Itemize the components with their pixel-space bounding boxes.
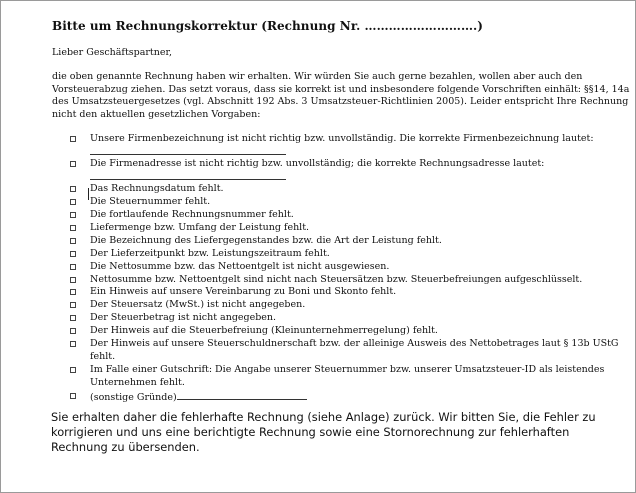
checkbox-icon[interactable] [70,277,76,283]
checklist-item-label: Ein Hinweis auf unsere Vereinbarung zu Boni und Skonto fehlt. [90,286,397,298]
checklist-item-invoice-number [52,209,612,222]
checkbox-icon[interactable] [70,367,76,373]
checklist-item-invoice-date [52,183,612,196]
intro-line: Vorsteuerabzug ziehen. Das setzt voraus, dass sie korrekt ist und insbesondere folgende Vorschriften einhält: §§14, 14a [52,83,630,95]
intro-line: des Umsatzsteuergesetzes (vgl. Abschnitt 192 Abs. 3 Umsatzsteuer-Richtlinien 2005). Leider entspricht Ihre Rechnung [52,96,629,108]
checklist-item-label: Nettosumme bzw. Nettoentgelt sind nicht nach Steuersätzen bzw. Steuerbefreiungen aufgeschlüsselt. [90,273,583,285]
checkbox-icon[interactable] [70,315,76,321]
closing-line: Sie erhalten daher die fehlerhafte Rechnung (siehe Anlage) zurück. Wir bitten Sie, die Fehler zu [51,409,596,424]
checkbox-icon[interactable] [70,264,76,270]
checklist-item-delivery-date [52,248,612,261]
checklist-item-description [52,235,612,248]
checklist-item-label: Der Hinweis auf die Steuerbefreiung (Kleinunternehmerregelung) fehlt. [90,325,438,337]
document-page [51,18,630,455]
fill-in-line[interactable] [90,171,286,180]
checkbox-icon[interactable] [70,251,76,257]
checkbox-icon[interactable] [70,212,76,218]
closing-line: korrigieren und uns eine berichtigte Rechnung sowie eine Stornorechnung zur fehlerhaften [51,424,570,439]
checklist-item-label: Der Steuerbetrag ist nicht angegeben. [90,312,277,324]
checklist-item-quantity [52,222,612,235]
checkbox-icon[interactable] [70,186,76,192]
checklist-item-credit-note [52,364,612,390]
checkbox-icon[interactable] [70,136,76,142]
checkbox-icon[interactable] [70,161,76,167]
checklist-item-label: Das Rechnungsdatum fehlt. [90,183,224,195]
checkbox-icon[interactable] [70,238,76,244]
checklist-item-other-row [90,390,612,405]
text-cursor-icon [88,188,89,200]
checklist-item-label-continued: fehlt. [90,350,116,362]
checklist-item-tax-rate [52,299,612,312]
checkbox-icon[interactable] [70,225,76,231]
closing-line: Rechnung zu übersenden. [51,439,200,454]
checkbox-icon[interactable] [70,302,76,308]
checklist-item-company-address [52,158,612,180]
checklist-item-reverse-charge [52,338,619,364]
checklist-item-label: Die Bezeichnung des Liefergegenstandes bzw. die Art der Leistung fehlt. [90,234,442,246]
checklist-item-label-continued: Unternehmen fehlt. [90,376,185,388]
checklist-item-label: Der Steuersatz (MwSt.) ist nicht angegeben. [90,299,306,311]
closing-paragraph [51,410,612,455]
intro-paragraph [52,71,630,121]
checkbox-icon[interactable] [70,341,76,347]
checklist-item-tax-number [52,196,612,209]
checkbox-icon[interactable] [70,199,76,205]
checkbox-icon[interactable] [70,328,76,334]
checklist-item-company-name [52,133,612,155]
document-title: Bitte um Rechnungskorrektur (Rechnung Nr. ……………………….) [52,19,483,33]
correction-checklist [52,133,619,404]
checklist-item-label: Liefermenge bzw. Umfang der Leistung fehlt. [90,221,310,233]
checklist-item-label: Unsere Firmenbezeichnung ist nicht richtig bzw. unvollständig. Die korrekte Firmenbezeichnung lautet: [90,133,594,145]
fill-in-line[interactable] [177,390,307,400]
checklist-item-tax-amount [52,312,612,325]
checklist-item-net-amount [52,261,612,274]
checklist-item-label: Die fortlaufende Rechnungsnummer fehlt. [90,209,294,220]
checklist-item-label: Die Nettosumme bzw. das Nettoentgelt ist nicht ausgewiesen. [90,260,390,272]
checklist-item-label: Im Falle einer Gutschrift: Die Angabe unserer Steuernummer bzw. unserer Umsatzsteuer-ID als leistendes [90,363,605,375]
intro-line: nicht den aktuellen gesetzlichen Vorgaben: [52,108,261,120]
checklist-item-label: Die Steuernummer fehlt. [90,196,211,208]
fill-in-line[interactable] [90,146,286,155]
checklist-item-discount [52,286,612,299]
checklist-item-label: Der Hinweis auf unsere Steuerschuldnerschaft bzw. der alleinige Ausweis des Nettobetrages laut § 13b UStG [90,338,619,350]
checkbox-icon[interactable] [70,393,76,399]
checklist-item-label: Der Lieferzeitpunkt bzw. Leistungszeitraum fehlt. [90,247,330,259]
checklist-item-label: (sonstige Gründe) [90,391,177,403]
checklist-item-other [52,390,612,405]
salutation: Lieber Geschäftspartner, [52,47,172,58]
checkbox-icon[interactable] [70,289,76,295]
checklist-item-net-breakdown [52,274,612,287]
intro-line: die oben genannte Rechnung haben wir erhalten. Wir würden Sie auch gerne bezahlen, wollen aber auch den [52,71,583,82]
checklist-item-label: Die Firmenadresse ist nicht richtig bzw. unvollständig; die korrekte Rechnungsadresse lautet: [90,158,545,170]
checklist-item-tax-exemption [52,325,612,338]
